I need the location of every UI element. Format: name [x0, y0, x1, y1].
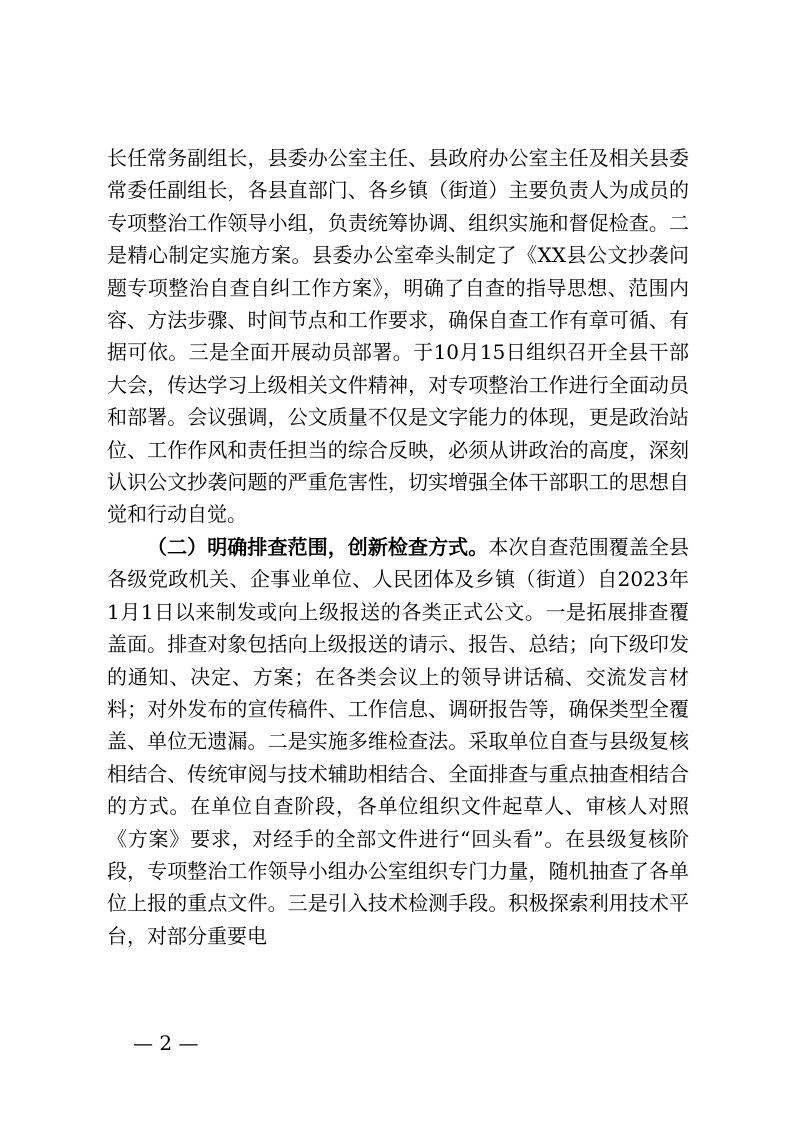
- paragraph-continuation: [107, 142, 689, 531]
- paragraph-text: 长任常务副组长，县委办公室主任、县政府办公室主任及相关县委常委任副组长，各县直部门、各乡镇（街道）主要负责人为成员的专项整治工作领导小组，负责统筹协调、组织实施和督促检查。二是精心制定实施方案。县委办公室牵头制定了《XX县公文抄袭问题专项整治自查自纠工作方案》，明确了自查的指导思想、范围内容、方法步骤、时间节点和工作要求，确保自查工作有章可循、有据可依。三是全面开展动员部署。于10月15日组织召开全县干部大会，传达学习上级相关文件精神，对专项整治工作进行全面动员和部署。会议强调，公文质量不仅是文字能力的体现，更是政治站位、工作作风和责任担当的综合反映，必须从讲政治的高度，深刻认识公文抄袭问题的严重危害性，切实增强全体干部职工的思想自觉和行动自觉。: [107, 146, 689, 527]
- paragraph-section-two: [107, 531, 689, 952]
- paragraph-text: 本次自查范围覆盖全县各级党政机关、企事业单位、人民团体及乡镇（街道）自2023年1月1日以来制发或向上级报送的各类正式公文。一是拓展排查覆盖面。排查对象包括向上级报送的请示、报告、总结；向下级印发的通知、决定、方案；在各类会议上的领导讲话稿、交流发言材料；对外发布的宣传稿件、工作信息、调研报告等，确保类型全覆盖、单位无遗漏。二是实施多维检查法。采取单位自查与县级复核相结合、传统审阅与技术辅助相结合、全面排查与重点抽查相结合的方式。在单位自查阶段，各单位组织文件起草人、审核人对照《方案》要求，对经手的全部文件进行“回头看”。在县级复核阶段，专项整治工作领导小组办公室组织专门力量，随机抽查了各单位上报的重点文件。三是引入技术检测手段。积极探索利用技术平台，对部分重要电: [107, 534, 690, 948]
- body-text: [107, 142, 689, 952]
- page-number: — 2 —: [133, 1031, 199, 1055]
- section-heading: （二）明确排查范围，创新检查方式。: [147, 534, 489, 559]
